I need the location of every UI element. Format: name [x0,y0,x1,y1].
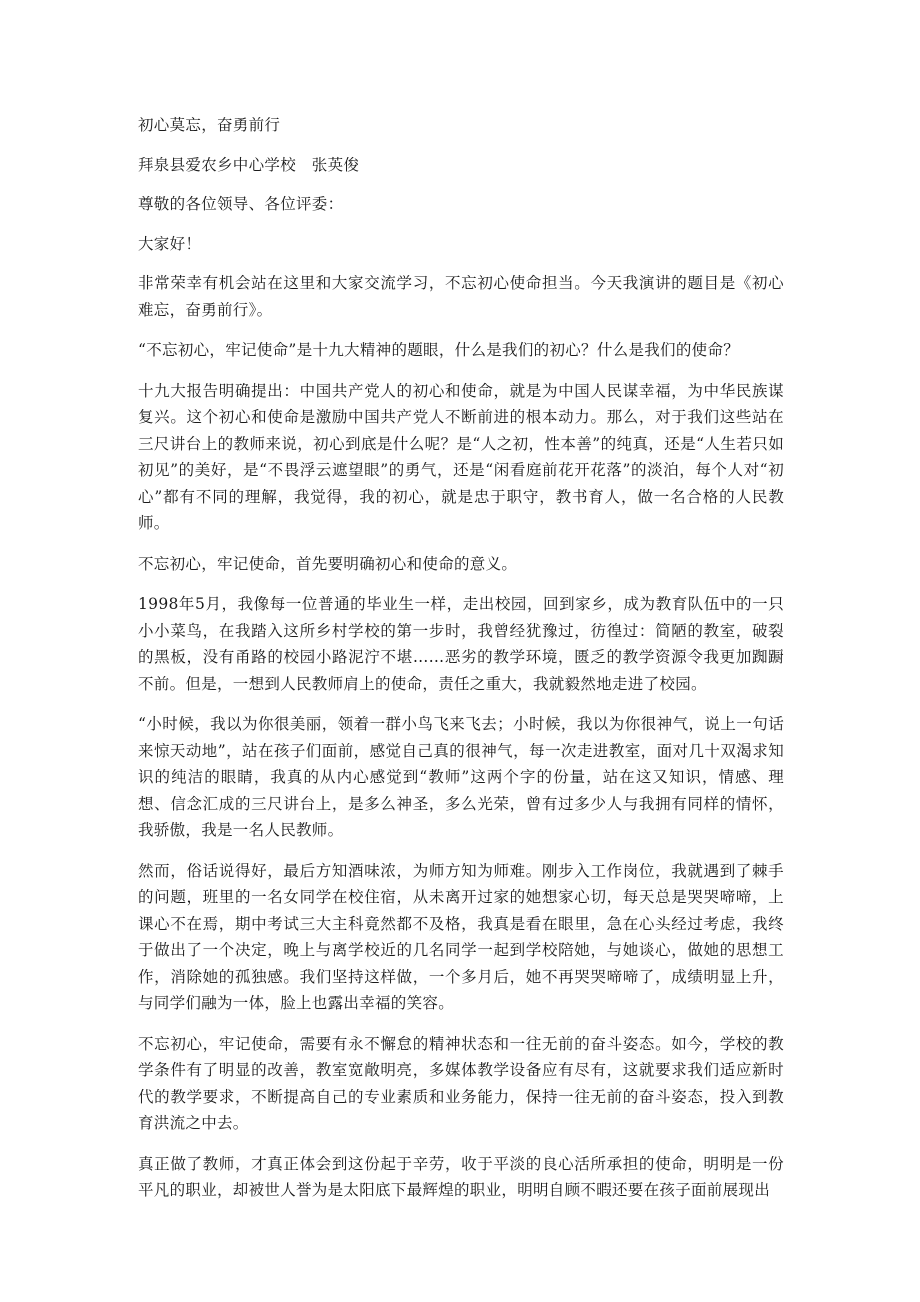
greeting: 大家好！ [138,234,202,253]
body-paragraph: 不忘初心，牢记使命，需要有永不懈怠的精神状态和一往无前的奋斗姿态。如今，学校的教学条件有了明显的改善，教室宽敞明亮，多媒体教学设备应有尽有，这就要求我们适应新时代的教学要求，不断提高自己的专业素质和业务能力，保持一往无前的奋斗姿态，投入到教育洪流之中去。 [138,1034,784,1132]
author-line: 拜泉县爱农乡中心学校 张英俊 [138,155,360,174]
body-paragraph: 不忘初心，牢记使命，首先要明确初心和使命的意义。 [138,554,518,573]
body-paragraph: 非常荣幸有机会站在这里和大家交流学习，不忘初心使命担当。今天我演讲的题目是《初心难忘，奋勇前行》。 [138,274,784,319]
body-paragraph: 真正做了教师，才真正体会到这份起于辛劳，收于平淡的良心活所承担的使命，明明是一份平凡的职业，却被世人誉为是太阳底下最辉煌的职业，明明自顾不暇还要在孩子面前展现出 [138,1154,784,1199]
body-paragraph: 1998年5月，我像每一位普通的毕业生一样，走出校园，回到家乡，成为教育队伍中的一只小小菜鸟，在我踏入这所乡村学校的第一步时，我曾经犹豫过，彷徨过：简陋的教室，破裂的黑板，没有甬路的校园小路泥泞不堪……恶劣的教学环境，匮乏的教学资源令我更加踟蹰不前。但是，一想到人民教师肩上的使命，责任之重大，我就毅然地走进了校园。 [138,595,784,693]
salutation: 尊敬的各位领导、各位评委： [138,195,344,213]
body-paragraph: “小时候，我以为你很美丽，领着一群小鸟飞来飞去；小时候，我以为你很神气，说上一句话来惊天动地”，站在孩子们面前，感觉自己真的很神气，每一次走进教室，面对几十双渴求知识的纯洁的眼睛，我真的从内心感觉到“教师”这两个字的份量，站在这又知识，情感、理想、信念汇成的三尺讲台上，是多么神圣，多么光荣，曾有过多少人与我拥有同样的情怀，我骄傲，我是一名人民教师。 [138,715,784,839]
document-title: 初心莫忘，奋勇前行 [138,116,281,134]
body-paragraph: “不忘初心，牢记使命”是十九大精神的题眼，什么是我们的初心？什么是我们的使命？ [138,341,740,359]
body-paragraph: 然而，俗话说得好，最后方知酒味浓，为师方知为师难。刚步入工作岗位，我就遇到了棘手的问题，班里的一名女同学在校住宿，从未离开过家的她想家心切，每天总是哭哭啼啼，上课心不在焉，期中考试三大主科竟然都不及格，我真是看在眼里，急在心头经过考虑，我终于做出了一个决定，晚上与离学校近的几名同学一起到学校陪她，与她谈心，做她的思想工作，消除她的孤独感。我们坚持这样做，一个多月后，她不再哭哭啼啼了，成绩明显上升，与同学们融为一体，脸上也露出幸福的笑容。 [138,861,784,1012]
body-paragraph: 十九大报告明确提出：中国共产党人的初心和使命，就是为中国人民谋幸福，为中华民族谋复兴。这个初心和使命是激励中国共产党人不断前进的根本动力。那么，对于我们这些站在三尺讲台上的教师来说，初心到底是什么呢？是“人之初，性本善”的纯真，还是“人生若只如初见”的美好，是“不畏浮云遮望眼”的勇气，还是“闲看庭前花开花落”的淡泊，每个人对“初心”都有不同的理解，我觉得，我的初心，就是忠于职守，教书育人，做一名合格的人民教师。 [138,381,784,532]
